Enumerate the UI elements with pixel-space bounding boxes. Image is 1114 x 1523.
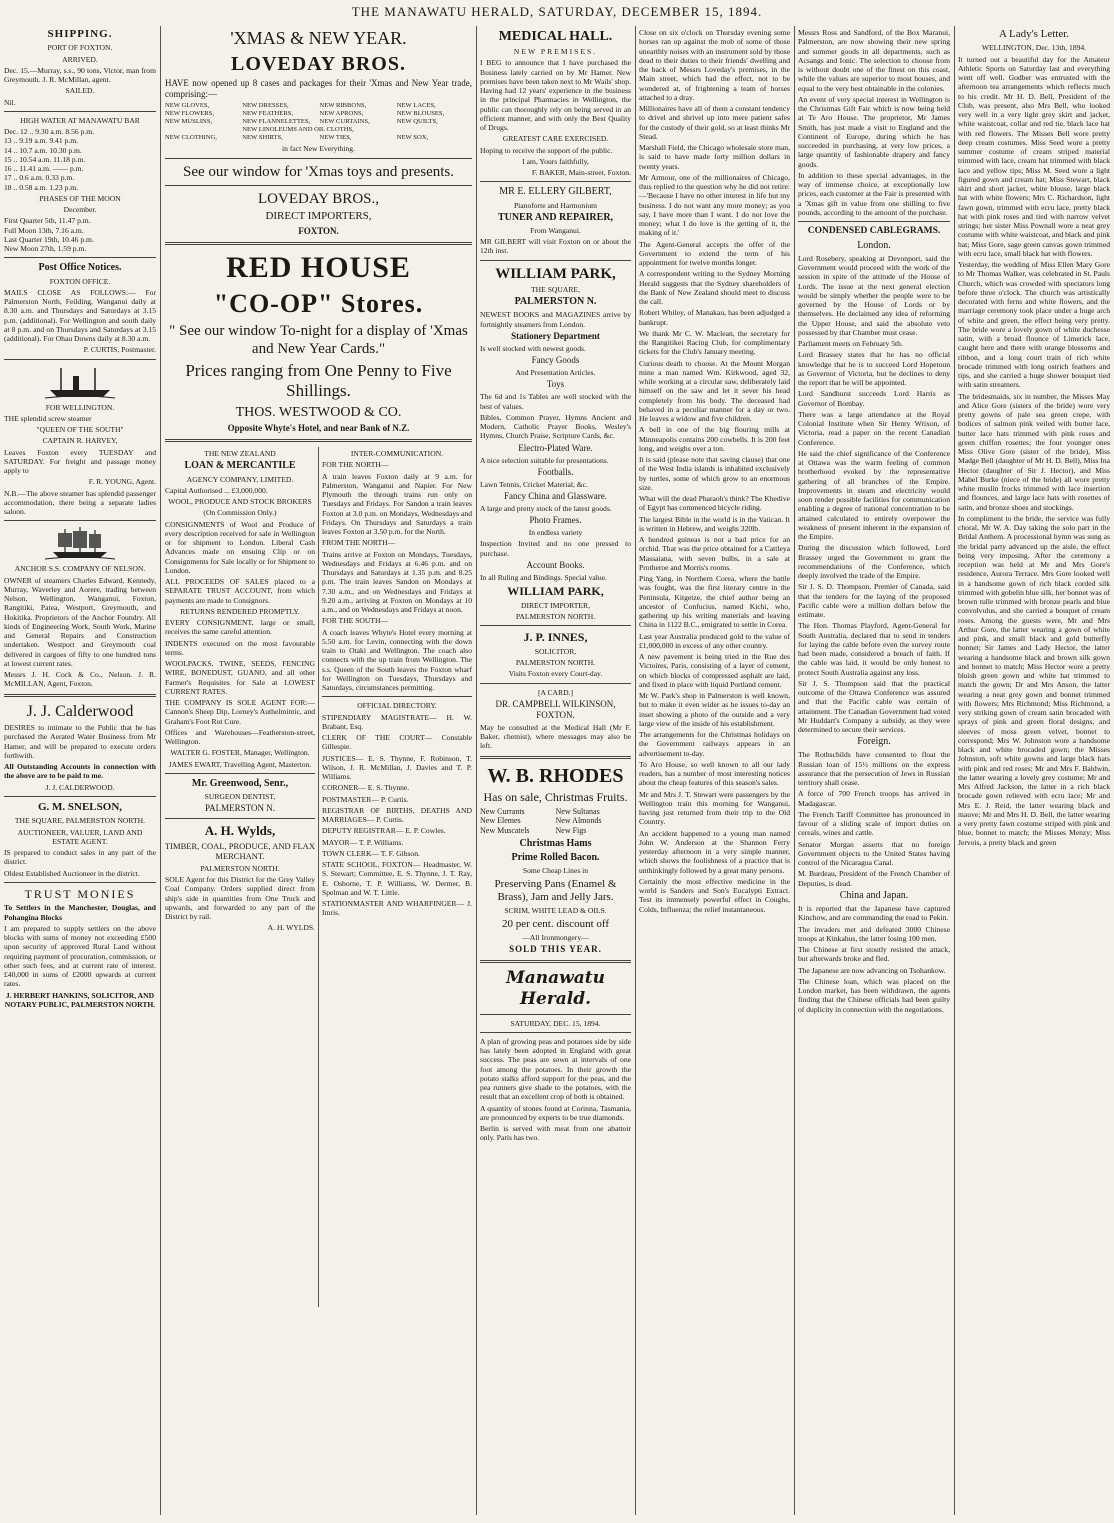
wilkinson-text: May be consulted at the Medical Hall (Mr F. Baker, chemist), where messages may also be left.	[480, 722, 631, 751]
goods-item: NEW MUSLINS,	[165, 118, 213, 126]
park-toys: Toys	[546, 379, 565, 390]
park-china-text: A large and pretty stock of the latest goods.	[480, 504, 612, 513]
official-entry: CORONER— E. S. Thynne.	[322, 783, 410, 793]
rhodes-sub: Has on sale, Christmas Fruits.	[483, 790, 628, 805]
london-paragraph: Sir J. S. Thompson said that the practical outcome of the Ottawa Conference was assured and that the Pacific cable was certain of attainment. The Canadian Government had voted Mr Huddart's Company a subsidy, as they were determined to secure their services.	[798, 678, 950, 735]
tide-row: Dec. 12 .. 9.30 a.m. 8.56 p.m.	[4, 127, 95, 137]
nz-indents: INDENTS executed on the most favourable terms.	[165, 638, 315, 657]
anchor-title: ANCHOR S.S. COMPANY OF NELSON.	[14, 564, 146, 574]
park-electro-text: A nice selection suitable for presentations.	[480, 455, 609, 465]
foreign-paragraph: Senator Morgan asserts that no foreign Government objects to the United States having control of the Nicaragua Canal.	[798, 839, 950, 868]
medical-text: I BEG to announce that I have purchased the Business lately carried on by Mr Hamer. New premises have been taken next to Mr Wails' shop. Having had 12 years' experience in the business in the principal Pharmacies in Wellington, the public can thoroughly rely on being served in an efficient manner, and with only the Best Quality of Drugs.	[480, 58, 631, 133]
inter-title: INTER-COMMUNICATION.	[350, 449, 444, 459]
tide-row: 14 .. 10.7 a.m. 10.30 p.m.	[4, 145, 82, 155]
tide-title: HIGH WATER AT MANAWATU BAR	[20, 115, 140, 125]
china-japan-paragraph: It is reported that the Japanese have captured Kinchow, and are commanding the road to Pekin.	[798, 904, 950, 923]
news-paragraph: Marshall Field, the Chicago wholesale store man, is said to have made forty million dollars in twenty years.	[639, 143, 790, 171]
goods-item: NEW APRONS,	[319, 110, 364, 118]
official-entry: CLERK OF THE COURT— Constable Gillespie.	[322, 733, 472, 752]
china-japan-paragraph: The invaders met and defeated 3000 Chinese troops at Kinkahus, the latter losing 100 men.	[798, 924, 950, 943]
official-entry: POSTMASTER— P. Curtis.	[322, 794, 409, 804]
park-photo: Photo Frames.	[529, 515, 582, 526]
rhodes-hams: Christmas Hams	[519, 837, 592, 849]
nz-agent: THE COMPANY IS SOLE AGENT FOR:—Cannon's Sheep Dip, Lorney's Authelmintic, and Graham's Foot Rot Cure.	[165, 698, 315, 726]
park-town-2: PALMERSTON NORTH.	[515, 612, 596, 622]
masthead: THE MANAWATU HERALD, SATURDAY, DECEMBER 15, 1894.	[351, 4, 763, 19]
herald-text2: A quantity of stones found at Corinna, Tasmania, are pronounced by experts to be true diamonds.	[480, 1103, 631, 1122]
fruit-item: New Almonds	[555, 816, 602, 826]
herald-text: A plan of growing peas and potatoes side by side has lately been adopted in England with great success. The peas are sown at intervals of one foot among the potatoes. In their growth the potato stalks afford support for the peas, and the pea runners give shade to the potatoes, with the result that an excellent crop of both is obtained.	[480, 1036, 631, 1102]
park-name-2: WILLIAM PARK,	[507, 584, 604, 599]
wylds-name: A. H. Wylds,	[204, 823, 276, 839]
moon-row: New Moon 27th, 1.59 p.m.	[4, 244, 87, 254]
nz-foster: WALTER G. FOSTER, Manager, Wellington.	[170, 748, 310, 758]
news-paragraph: What will the dead Pharaoh's think? The Khedive of Egypt has commenced bicycle riding.	[639, 494, 790, 513]
trust-title: TRUST MONIES	[24, 886, 136, 901]
inter-north: FOR THE NORTH—	[322, 460, 389, 470]
goods-item: NEW TIES,	[319, 134, 352, 142]
herald-date: SATURDAY, DEC. 15, 1894.	[510, 1018, 601, 1028]
medical-title: MEDICAL HALL.	[498, 29, 613, 44]
rhodes-pans: Preserving Pans (Enamel & Brass), Jam and Jelly Jars.	[494, 877, 617, 903]
medical-premises: NEW PREMISES.	[513, 47, 598, 57]
arrived-heading: ARRIVED.	[62, 54, 98, 64]
moon-row: First Quarter 5th, 11.47 p.m.	[4, 216, 91, 226]
tide-row: 13 .. 9.19 a.m. 9.41 p.m.	[4, 136, 79, 146]
news-paragraph: Millionaires have all of them a constant tendency to drivel and shrivel up into mere patient safes for the custody of their gold, so at least thinks Mr Stead.	[639, 104, 790, 141]
park-stationery-text: Is well stocked with newest goods.	[480, 343, 586, 353]
wylds-town: PALMERSTON NORTH.	[200, 863, 280, 873]
rhodes-name: W. B. RHODES	[487, 764, 624, 787]
medical-greatest: GREATEST CARE EXERCISED.	[502, 134, 609, 144]
goods-item	[165, 126, 240, 134]
gilbert-piano: Pianoforte and Harmonium	[513, 200, 598, 210]
column-news-2	[798, 26, 950, 1515]
park-fancy: Fancy Goods	[531, 355, 580, 366]
lower-ad-block	[165, 447, 472, 1307]
calderwood-text: DESIRES to intimate to the Public that he has purchased the Aerated Water Business from Mr Hamer, and will be prepared to execute orders forthwith.	[4, 723, 156, 760]
nz-woolpacks: WOOLPACKS, TWINE, SEEDS, FENCING WIRE, BONEDUST, GUANO, and all other Farmer's Requisites for Sale at LOWEST CURRENT RATES.	[165, 659, 315, 696]
westwood-address: Opposite Whyte's Hotel, and near Bank of N.Z.	[227, 423, 410, 434]
official-entry: STATE SCHOOL, FOXTON— Headmaster, W. S. Stewart; Committee, E. S. Thynne, J. T. Ray, E. Osborne, T. P. Williams, W. Dermer, B. Spelman and W. T. Little.	[322, 860, 472, 897]
china-japan-paragraph: The Japanese are now advancing on Tsohankow.	[798, 965, 946, 975]
westwood-name: THOS. WESTWOOD & CO.	[235, 405, 402, 421]
park-square: THE SQUARE,	[531, 285, 580, 294]
goods-end: in fact New Everything.	[282, 144, 355, 154]
news-paragraph: A correspondent writing to the Sydney Morning Herald suggests that the Sydney shareholders of the Bank of New Zealand should meet to discuss the call.	[639, 269, 790, 306]
goods-list	[165, 102, 472, 142]
goods-item	[397, 126, 472, 134]
london-paragraph: During the discussion which followed, Lord Brassey urged the Government to grant the recommendations of the Conference, which deeply involved the trade of the Empire.	[798, 543, 950, 581]
tide-row: 16 .. 11.41 a.m. —— p.m.	[4, 164, 84, 174]
park-china: Fancy China and Glassware.	[504, 491, 607, 502]
goods-item: NEW FLANNELETTES,	[242, 118, 311, 126]
goods-item: NEW DRESSES,	[242, 102, 289, 110]
rhodes-discount: 20 per cent. discount off	[501, 917, 610, 930]
nz-agency: AGENCY COMPANY, LIMITED.	[186, 474, 294, 484]
news-paragraph: Mr W. Park's shop in Palmerston is well known, but to make it even wider as he issues to-day an inset showing a photo of the outside and a very large view of the inside of his establishment.	[639, 691, 790, 728]
post-office-text: MAILS CLOSE AS FOLLOWS:— For Palmerston North, Feilding, Wanganui daily at 8.30 a.m. and Thursdays and Saturdays at 3.15 p.m. (additional). For Wellington and south daily at 8 p.m. and on Thursdays and Saturdays at 3.15 (additional). For Ohau Downs daily at 8.30 a.m.	[4, 287, 156, 344]
letter-paragraph: Yesterday, the wedding of Miss Ellen Mary Gore to Mr Thomas Walker, was celebrated in St. Pauls Church, which was crowded with spectators long before three o'clock. The church was artistically decorated with ferns and white flowers, and the marriage ceremony took place under a huge arch of white and green, the effect being very pretty. The bride wore a lovely gown of white duchesse satin, with a broad flounce of Limerick lace, caught here and there with orange blossoms and ribbon, and a long court train of rich white brocade trimmed with long ostrich feathers and tips, and she carried a huge shower bouquet tied with satin streamers.	[958, 260, 1110, 390]
news-paragraph: To Aro House, so well known to all our lady readers, has a number of most interesting notices about the cheap features of this season's sales.	[639, 759, 790, 788]
official-entry: STIPENDIARY MAGISTRATE— H. W. Brabant, Esq.	[322, 712, 472, 731]
shipping-title: SHIPPING.	[47, 28, 113, 40]
goods-item: NEW LACES,	[396, 102, 436, 110]
park-fancy-sub: And Presentation Articles.	[515, 368, 596, 378]
wellington-nb: N.B.—The above steamer has splendid passenger accommodation, there being a separate ladies saloon.	[4, 488, 156, 517]
arrived-text: Dec. 15.—Murray, s.s., 90 tons, Victor, man from Greymouth. J. R. McMillan, agent.	[4, 65, 156, 85]
fruit-item: New Sultanas	[555, 806, 600, 816]
tide-table	[4, 127, 156, 192]
goods-item: NEW FLOWERS,	[165, 110, 214, 118]
loveday-name-2: LOVEDAY BROS.,	[258, 190, 379, 207]
london-paragraph: Sir J. S. D. Thompson, Premier of Canada, said that the tenders for the laying of the proposed Pacific cable were a million dollars below the estimate.	[798, 582, 950, 620]
wylds-sole: SOLE Agent for this District for the Grey Valley Coal Company. Orders supplied direct from ship's side in quantities from One Truck and upwards, and forwarded to any part of the District by rail.	[165, 875, 315, 921]
sailing-ship-icon	[45, 525, 115, 561]
park-footballs-text: Lawn Tennis, Cricket Material, &c.	[480, 479, 588, 489]
port-heading: PORT OF FOXTON.	[47, 43, 113, 53]
nz-commission: (On Commission Only.)	[203, 508, 277, 518]
news-paragraph: Close on six o'clock on Thursday evening some horses ran up against the mob of some of those unearthly noises with an instrument sold by those dead to their duties to their friends' dwelling and the back of Messrs Loveday's premises, in the Main street, which had the effect, not to be wondered at, of frightening a team of horses attached to a dray.	[639, 28, 790, 102]
wylds-text: TIMBER, COAL, PRODUCE, AND FLAX MERCHANT.	[165, 841, 315, 862]
official-entry: JUSTICES— E. S. Thynne, F. Robinson, T. Wilson, J. R. McMillan, J. Davies and T. P. Williams.	[322, 753, 472, 782]
herald-title: Manawatu Herald.	[505, 968, 606, 1009]
news-paragraph: An event of very special interest in Wellington is the Christmas Gift Fair which is now being held at Te Aro House. The proprietor, Mr James Smith, has just made a visit to England and the Continent of Europe, during which he has succeeded in purchasing, at very low prices, a large quantity of fashionable drapery and fancy goods.	[798, 94, 950, 169]
park-account-text: In all Ruling and Bindings. Special value.	[480, 572, 607, 582]
innes-text: Visits Foxton every Court-day.	[508, 669, 603, 679]
china-japan-heading: China and Japan.	[839, 889, 909, 901]
news-paragraph: Robert Whiley, of Manakau, has been adjudged a bankrupt.	[639, 308, 790, 327]
news-paragraph: Certainly the most effective medicine in the world is Sanders and Son's Eucalypti Extract. Test its immensely powerful effect in Coughs, Colds, Influenza; the relief instantaneous.	[639, 876, 790, 914]
inter-text2: Trains arrive at Foxton on Mondays, Tuesdays, Wednesdays and Fridays at 6.46 p.m. and on Thursdays and Saturdays at 1.35 p.m. and 8.25 p.m. The train leaves Sandon on Mondays at 7.30 a.m., and on Wednesdays and Fridays at 9.20 a.m., arriving at Foxton on Mondays at 10 a.m., and on Wednesdays and Fridays at noon.	[322, 549, 472, 615]
news-paragraph: A hundred guineas is not a bad price for an orchid. That was the price obtained for a Cattleya Massaiana, with seven bulbs, in a sale at Protheroe and Morris's rooms.	[639, 535, 790, 572]
red-house-title: RED HOUSE	[226, 250, 411, 284]
loveday-text: HAVE now opened up 8 cases and packages for their 'Xmas and New Year trade, comprising:—	[165, 78, 472, 100]
moon-title: PHASES OF THE MOON	[39, 193, 121, 203]
park-text: NEWEST BOOKS and MAGAZINES arrive by fortnightly steamers from London.	[480, 310, 631, 329]
china-japan-paragraph: The Chinese at first stoutly resisted the attack, but afterwards broke and fled.	[798, 945, 950, 964]
column-news-1	[639, 26, 790, 1515]
news-paragraph: The arrangements for the Christmas holidays on the Government railways appears in an advertisement to-day.	[639, 730, 790, 758]
china-japan-paragraph: The Chinese loan, which was placed on the London market, has been withdrawn, the agents finding that the Chinese officials had been guilty of duplicity in connection with the negotiations.	[798, 976, 950, 1014]
foreign-paragraph: M. Burdeau, President of the French Chamber of Deputies, is dead.	[798, 869, 950, 888]
wilkinson-name: DR. CAMPBELL WILKINSON, FOXTON.	[495, 698, 616, 720]
nz-wool: WOOL, PRODUCE AND STOCK BROKERS	[168, 497, 312, 507]
goods-item: NEW BLOUSES,	[396, 110, 445, 118]
calderwood-text2: All Outstanding Accounts in connection with the above are to be paid to me.	[4, 762, 156, 781]
wellington-agent: F. R. YOUNG, Agent.	[88, 477, 156, 487]
innes-name: J. P. INNES,	[523, 630, 588, 645]
news-paragraph: A bell in one of the big flouring mills at Minneapolis contains 200 cowbells. It is 200 feet long, and weighs over a ton.	[639, 425, 790, 453]
wellington-title: FOR WELLINGTON.	[45, 402, 115, 412]
nz-ewart: JAMES EWART, Travelling Agent, Masterton.	[168, 759, 312, 769]
london-paragraph: There was a large attendance at the Royal Colonial Institute when Sir Henry Wrixon, of Victoria, read a paper on the recent Canadian Conference.	[798, 409, 950, 447]
nz-capital: Capital Authorised ... £3,000,000.	[165, 485, 268, 495]
park-toys-text: The 6d and 1s Tables are well stocked with the best of values.	[480, 392, 631, 411]
official-entry: TOWN CLERK— T. F. Gibson.	[322, 848, 420, 858]
tide-row: 15 .. 10.54 a.m. 11.18 p.m.	[4, 154, 86, 164]
goods-item: NEW CURTAINS,	[319, 118, 370, 126]
foreign-paragraph: A force of 700 French troops has arrived in Madagascar.	[798, 789, 950, 808]
news-paragraph: Mr Armour, one of the millionaires of Chicago, thus replied to the question why he did not retire:—'Because I have no other interest in life but my business. I do not want any more money; as you say, I have more than I want. I do not love the money; what I do love is the getting of it, the making of it.'	[639, 172, 790, 238]
foreign-paragraph: The French Tariff Committee has pronounced in favour of a sliding scale of import duties on cereals, wines and cattle.	[798, 809, 950, 838]
official-entry: REGISTRAR OF BIRTHS, DEATHS AND MARRIAGES— P. Curtis.	[322, 805, 472, 825]
london-paragraph: Lord Sandhurst succeeds Lord Harris as Governor of Bombay.	[798, 389, 950, 408]
letter-paragraph: It turned out a beautiful day for the Amateur Athletic Sports on Saturday last and everything went off well. Godber was entrusted with the afternoon tea arrangements which reflects much to his credit. Mr H. D. Bell, President of the Club, was present, also Mrs Bell, who looked very well in a very light grey skirt and jacket, white waistcoat, collar and red tie, black lace hat with red flowers. The Misses Bell wore pretty deep cream costumes. Miss Seed wore a pretty summer costume of cream striped material trimmed with lace, cream hat trimmed with black lace and yellow tips; Miss M. Seed wore a light figured gown and cream hat; Miss Stewart, black skirt and short jacket, white blouse, large black hat with white flowers; Mrs C. Richardson, light fawn gown, trimmed with ecru lace, pretty black hat with pink roses and tied with narrow velvet strings; her sister Miss Pownall wore a neat grey costume with white waistcoat, and black and pink hat; Miss Gore, sage green canvas gown trimmed with ecru lace, small black hat with flowers.	[958, 54, 1110, 258]
nz-text: CONSIGNMENTS of Wool and Produce of every description received for sale in Wellington or for shipment to London. Liberal Cash Advances made on ensuing Clip or on Consignments for Sale locally or for Shipment to London.	[165, 519, 315, 575]
fruits-list	[480, 807, 631, 836]
nz-title: THE NEW ZEALAND	[204, 449, 276, 459]
greenwood-town: PALMERSTON N.	[204, 803, 276, 814]
wellington-intro: THE splendid screw steamer	[4, 413, 92, 423]
wellington-text: Leaves Foxton every TUESDAY and SATURDAY. For freight and passage money apply to	[4, 447, 156, 476]
park-town: PALMERSTON N.	[514, 296, 597, 308]
goods-item: NEW FEATHERS,	[242, 110, 294, 118]
xmas-title: 'XMAS & NEW YEAR.	[230, 28, 407, 48]
fruit-item: New Figs	[555, 826, 587, 836]
calderwood-title: J. J. Calderwood	[26, 702, 134, 720]
nz-every: EVERY CONSIGNMENT, large or small, receives the same careful attention.	[165, 618, 315, 637]
rhodes-bacon: Prime Rolled Bacon.	[511, 852, 600, 864]
goods-item: NEW QUILTS,	[396, 118, 438, 126]
calderwood-sign: J. J. CALDERWOOD.	[45, 782, 115, 792]
nz-loan: LOAN & MERCANTILE	[184, 460, 296, 472]
snelson-text2: Oldest Established Auctioneer in the district.	[4, 868, 140, 878]
ladys-letter-dateline: WELLINGTON, Dec. 13th, 1894.	[981, 43, 1087, 53]
foreign-paragraph: The Rothschilds have consented to float the Russian loan of 15½ millions on the express assurance that the persecution of Jews in Russian territory shall cease.	[798, 750, 950, 788]
column-rule	[160, 26, 161, 1515]
cablegrams-title: CONDENSED CABLEGRAMS.	[807, 226, 941, 236]
park-footballs: Footballs.	[537, 466, 574, 477]
news-paragraph: In addition to these special advantages, in the way of immense choice, at exceptionally low prices, each customer at the Fair is presented with a 'Xmas gift in value from one shilling to five pounds, according to the amount of the purchase.	[798, 170, 950, 217]
london-heading: London.	[857, 239, 891, 251]
rhodes-cheap: Some Cheap Lines in	[522, 866, 589, 876]
column-rule	[635, 26, 636, 1515]
medical-iam: I am, Yours faithfully,	[522, 156, 589, 166]
park-electro: Electro-Plated Ware.	[518, 442, 593, 453]
nz-offices: Offices and Warehouses—Featherston-street, Wellington.	[165, 727, 315, 747]
greenwood-name: Mr. Greenwood, Senr.,	[191, 777, 289, 789]
anchor-text: OWNER of steamers Charles Edward, Kennedy, Murray, Waverley and Aorere, trading between Nelson, Wellington, Wanganui, Foxton, Rangitiki, Patea, Westport, Greymouth, and Hokitika. Proprietors of the Anchor Foundry. All kinds of Engineering Work, South Work, Marine and General Repairs and Construction undertaken. Westport and Greymouth coal delivered in cargoes of fifty to one hundred tons at lowest current rates.	[4, 575, 156, 668]
park-stationery: Stationery Department	[511, 330, 600, 341]
snelson-text: IS prepared to conduct sales in any part of the district.	[4, 848, 156, 867]
park-inspect: Inspection Invited and no one pressed to purchase.	[480, 539, 631, 558]
herald-text3: Berlin is served with meat from one abattoir only. Paris has two.	[480, 1124, 631, 1143]
fruit-item: New Muscatels	[480, 826, 530, 836]
nz-returns: RETURNS RENDERED PROMPTLY.	[180, 606, 300, 616]
sailed-heading: SAILED.	[65, 86, 95, 96]
inter-text: A train leaves Foxton daily at 9 a.m. for Palmerston, Wanganui and Napier. For New Plymouth the through trains run only on Tuesdays and Fridays. For Sandon a train leaves Foxton at 3.0 p.m. on Mondays, Wednesdays and Fridays. On Thursdays and Saturdays a train leaves Foxton at 3.50 p.m. for the North.	[322, 471, 472, 537]
post-office-sign: P. CURTIS, Postmaster.	[83, 345, 156, 355]
news-paragraph: Messrs Ross and Sandford, of the Box Maranui, Palmerston, are now showing their new spring and summer goods in all departments, such as Acsangs and Ionic. The selection to choose from is without doubt one of the finest on this coast, while the values are superior to most houses, and equal to the very best obtainable in the colonies.	[798, 28, 950, 93]
trust-sign: J. HERBERT HANKINS, SOLICITOR, AND NOTARY PUBLIC, PALMERSTON NORTH.	[4, 990, 156, 1009]
park-account: Account Books.	[526, 559, 585, 570]
goods-item: NEW LINOLEUMS AND OIL CLOTHS,	[242, 126, 354, 134]
wellington-ship: "QUEEN OF THE SOUTH"	[36, 425, 124, 435]
official-entry: STATIONMASTER AND WHARFINGER— J. Imris.	[322, 899, 472, 918]
goods-item: NEW GLOVES,	[165, 102, 210, 110]
news-paragraph: It is said (please note that saving clause) that one of the West India islands is inhabited exclusively by turtles, some of which grow to an enormous size.	[639, 455, 790, 492]
letter-paragraph: The bridesmaids, six in number, the Misses May and Alice Gore (sisters of the bride) wore very pretty gowns of pale sea green crepe, with bodices of salmon pink veiled with butter lace, butter lace hats trimmed with pink roses and green chiffon rosettes; the four younger ones Miss Olive Gore (sister of the bride), Miss Madge Bell (daughter of Mr H. D. Bell), Miss Ina Hector (daughter of Sir J. Hector), and Miss Mabel Burke (niece of the bride) all wore pretty white muslin frocks trimmed with lace insertion and flounces, and large lace hats with rosettes of satin, and bronze shoes and stockings.	[958, 391, 1110, 512]
column-rule	[954, 26, 955, 1515]
moon-row: Last Quarter 19th, 10.46 p.m.	[4, 234, 94, 244]
innes-job: SOLICITOR,	[534, 646, 577, 656]
snelson-job: AUCTIONEER, VALUER, LAND AND ESTATE AGENT.	[17, 827, 143, 846]
tide-row: 18 .. 0.58 a.m. 1.23 p.m.	[4, 182, 79, 192]
anchor-agents: Messrs J. H. Cock & Co., Nelson. J. R. McMILLAN, Agent, Foxton.	[4, 670, 156, 689]
gilbert-wanganui: From Wanganui.	[530, 225, 581, 235]
steamship-icon	[45, 364, 115, 400]
column-medical-hall	[480, 26, 631, 1515]
official-entry: DEPUTY REGISTRAR— E. P. Cowles.	[322, 826, 446, 836]
official-entry: MAYOR— T. P. Williams.	[322, 837, 404, 847]
wylds-sign: A. H. WYLDS.	[267, 923, 315, 933]
inter-communication	[322, 447, 472, 1307]
column-shipping	[4, 26, 156, 1515]
letter-paragraph: In compliment to the bride, the service was fully choral, Mr W. A. Day taking the solo part in the Bridal Anthem. A processional hymn was sung as the bridal party advanced up the aisle, the effect being very imposing. After the ceremony a reception was held at Mr and Mrs Gore's residence, Aurora Terrace. Mrs Gore looked well in a handsome gown of rich black corded silk trimmed with gobelin blue silk, her bonnet was of brown tulle trimmed with bronze pearls and blue convolvulus, and she carried a bouquet of cream roses. Among the guests were, Mr and Mrs Arthur Gore, the latter wearing a gown of white and pink, and small black and gold butterfly bonnet; Sir James and Lady Hector, the latter wearing a handsome black and brown silk gown and bonnet to match; Miss Hector wore a pretty bluish green gown and white hat trimmed to match the gown; Dr and Mrs Anson, the latter wearing a neat grey gown and bonnet trimmed with flowers; Mrs Richmond; Miss Richmond, a very striking gown of cream satin brocaded with sprays of pink and green floral designs, and sleeves of moss green velvet, bonnet to correspond; Mrs W. Johnston wore a handsome black and white brocaded gown; the Misses Johnston, soft white gowns and large black hats with pink and red roses; Mr and Mrs F. Baldwin, the latter wearing a lovely grey costume; Mr and Mrs Alfred Jackson, the latter in a rich black brocade gown relieved with ecru lace; Mr and Mrs E. J. Reid, the latter wearing black and mauve; Mr and Mrs H. D. Bell, the latter wearing a very pretty fawn costume striped with pink and blue, bonnet to match; the Misses Menzy; Miss Jervois, a pretty black and green	[958, 513, 1110, 847]
direct-importers: DIRECT IMPORTERS,	[265, 210, 372, 223]
moon-row: Full Moon 13th, 7.16 a.m.	[4, 225, 84, 235]
london-paragraph: He said the chief significance of the Conference at Ottawa was the warm feeling of common brotherhood evoked by the representative gathering of all branches of the Empire. Improvements in steam and electricity would soon render possible facilities for communication enabling a degree of national concentration to be attained calculated to entirely overpower the weakness of present inherent in the expansion of the Empire.	[798, 448, 950, 542]
news-paragraph: Ping Yang, in Northern Corea, where the battle was fought, was the first literary centre in the Peninsula, Kitgetze, the chief author being an ancestor of Confucius, named Kichi, who, gathering up his writing materials and leaving China in 1122 B.C., emigrated to settle in Corea.	[639, 574, 790, 630]
fruit-item: New Elemes	[480, 816, 521, 826]
gilbert-name: MR E. ELLERY GILBERT,	[499, 186, 612, 198]
column-advertisements	[165, 26, 472, 1515]
park-importer: DIRECT IMPORTER,	[520, 600, 591, 610]
wellington-captain: CAPTAIN R. HARVEY,	[42, 436, 118, 446]
loveday-name: LOVEDAY BROS.	[231, 52, 406, 75]
london-paragraph: Parliament meets on February 5th.	[798, 339, 903, 349]
rhodes-scrim: SCRIM, WHITE LEAD & OILS.	[504, 906, 607, 916]
trust-text: To Settlers in the Manchester, Douglas, and Pohangina Blocks	[4, 903, 156, 922]
official-title: OFFICIAL DIRECTORY.	[357, 701, 437, 711]
rhodes-iron: —All Ironmongery—	[522, 932, 589, 942]
park-photo-text: In endless variety	[528, 528, 583, 538]
nz-loan-ad	[165, 447, 315, 1307]
rhodes-sold: SOLD THIS YEAR.	[509, 944, 602, 955]
column-rule	[794, 26, 795, 1515]
inter-text3: A coach leaves Whyte's Hotel every morning at 5.50 a.m. for Levin, connecting with the down train to Otaki and Wellington. The coach also connects with the up train from Wellington. The s.s. Queen of the South leaves the Foxton wharf for Wellington on Tuesdays, Thursdays and Saturdays, circumstances permitting.	[322, 627, 472, 693]
card-label: [A CARD.]	[537, 687, 574, 697]
news-paragraph: Last year Australia produced gold to the value of £1,000,000 in excess of any other country.	[639, 631, 790, 650]
column-ladys-letter	[958, 26, 1110, 1515]
column-rule	[476, 26, 477, 1515]
gilbert-tuner: TUNER AND REPAIRER,	[497, 211, 614, 223]
inter-from: FROM THE NORTH—	[322, 538, 396, 548]
moon-month: December.	[63, 205, 97, 215]
goods-item: NEW SHIRTS,	[242, 134, 283, 142]
news-paragraph: We thank Mr C. W. Maclean, the secretary for the Rangitikei Racing Club, for complimentary tickets for the Club's January meeting.	[639, 328, 790, 357]
ladys-letter-title: A Lady's Letter.	[998, 28, 1070, 40]
foxton-label: FOXTON.	[298, 225, 339, 236]
gilbert-text: MR GILBERT will visit Foxton on or about the 12th inst.	[480, 237, 631, 256]
post-office-title: Post Office Notices.	[38, 262, 122, 274]
fruit-item: New Currants	[480, 806, 525, 816]
news-paragraph: Curious death to choose. At the Mount Morgan mine a man named Wm. Kirkwood, aged 32, while working at a circular saw, deliberately laid himself on the saw and let it sever his head completely from his body. The deceased had behaved in a peculiar manner for a day or two. He leaves a widow and five children.	[639, 358, 790, 423]
news-paragraph: An accident happened to a young man named John W. Anderson at the Shannon Ferry yesterday afternoon in a very simple manner, which shows the foolishness of a practice that is unthinkingly followed by a great many persons.	[639, 828, 790, 875]
news-paragraph: A new pavement is being tried in the Rue des Victoires, Paris, consisting of a layer of cement, on which blocks of compressed asphalt are laid, and fixed in place with liquid Portland cement.	[639, 652, 790, 689]
news-paragraph: The Agent-General accepts the offer of the Government to extend the term of his appointment for twelve months longer.	[639, 239, 790, 267]
coop-title: "CO-OP" Stores.	[213, 289, 424, 319]
inter-south: FOR THE SOUTH—	[322, 616, 389, 626]
post-office-sub: FOXTON OFFICE.	[49, 276, 111, 286]
snelson-sub: THE SQUARE, PALMERSTON NORTH.	[14, 816, 146, 826]
news-paragraph: The largest Bible in the world is in the Vatican. It is written in Hebrew, and weighs 320lb.	[639, 514, 790, 533]
tide-row: 17 .. 0.6 a.m. 0.33 p.m.	[4, 173, 75, 183]
medical-baker: F. BAKER, Main-street, Foxton.	[531, 168, 631, 178]
london-paragraph: The Hon. Thomas Playford, Agent-General for South Australia, declared that to send in tenders for laying the cable before even the survey route had been made, considered a breach of faith. If the cable was laid, it would be only honest to protect South Australia against any loss.	[798, 621, 950, 677]
greenwood-job: SURGEON DENTIST,	[204, 791, 276, 801]
park-name: WILLIAM PARK,	[495, 265, 616, 282]
snelson-title: G. M. SNELSON,	[37, 800, 123, 813]
prices-notice: Prices ranging from One Penny to Five Shillings.	[185, 360, 452, 401]
goods-item: NEW RIBBONS,	[319, 102, 367, 110]
london-paragraph: Lord Brassey states that he has no official knowledge that he is to succeed Lord Hopetoun as Governor of Victoria, but he declines to deny the report that he will be appointed.	[798, 350, 950, 388]
trust-text2: I am prepared to supply settlers on the above blocks with sums of money not exceeding £500 upon security of approved Rural Land without requiring payment of procuration, commission, or other such fees, and at current rate of interest. £40,000 in sums of £2000 upwards at current rates.	[4, 923, 156, 989]
tonight-notice: " See our window To-night for a display of 'Xmas and New Year Cards."	[169, 322, 468, 358]
nz-all: ALL PROCEEDS OF SALES placed to a SEPARATE TRUST ACCOUNT, from which payments are made to Consignors.	[165, 577, 315, 605]
foreign-heading: Foreign.	[857, 736, 891, 748]
column-rule	[318, 447, 319, 1307]
goods-item: NEW CLOTHING,	[165, 134, 217, 142]
news-paragraph: Mr and Mrs J. T. Stewart were passengers by the Wellington train this morning for Wanganui, having just returned from their trip to the Old Country.	[639, 789, 790, 827]
medical-hoping: Hoping to receive the support of the public.	[480, 145, 613, 155]
sailed-text: Nil.	[4, 97, 16, 107]
goods-item: NEW SOX,	[396, 134, 429, 142]
park-bibles: Bibles, Common Prayer, Hymns Ancient and Modern, Catholic Prayer Books, Wesley's Hymns, Church Praise, Scripture Cards, &c.	[480, 412, 631, 441]
window-notice: See our window for 'Xmas toys and presents.	[183, 163, 454, 180]
innes-town: PALMERSTON NORTH.	[515, 658, 596, 668]
london-paragraph: Lord Rosebery, speaking at Devonport, said the Government would proceed with the work of the session in spite of the attitude of the House of Lords. The issue at the next general election would be simply whether the people were to be governed by the House of Lords or by themselves. He declaimed any idea of reforming the Upper House, and said the absolute veto possessed by that Chamber must cease.	[798, 253, 950, 337]
